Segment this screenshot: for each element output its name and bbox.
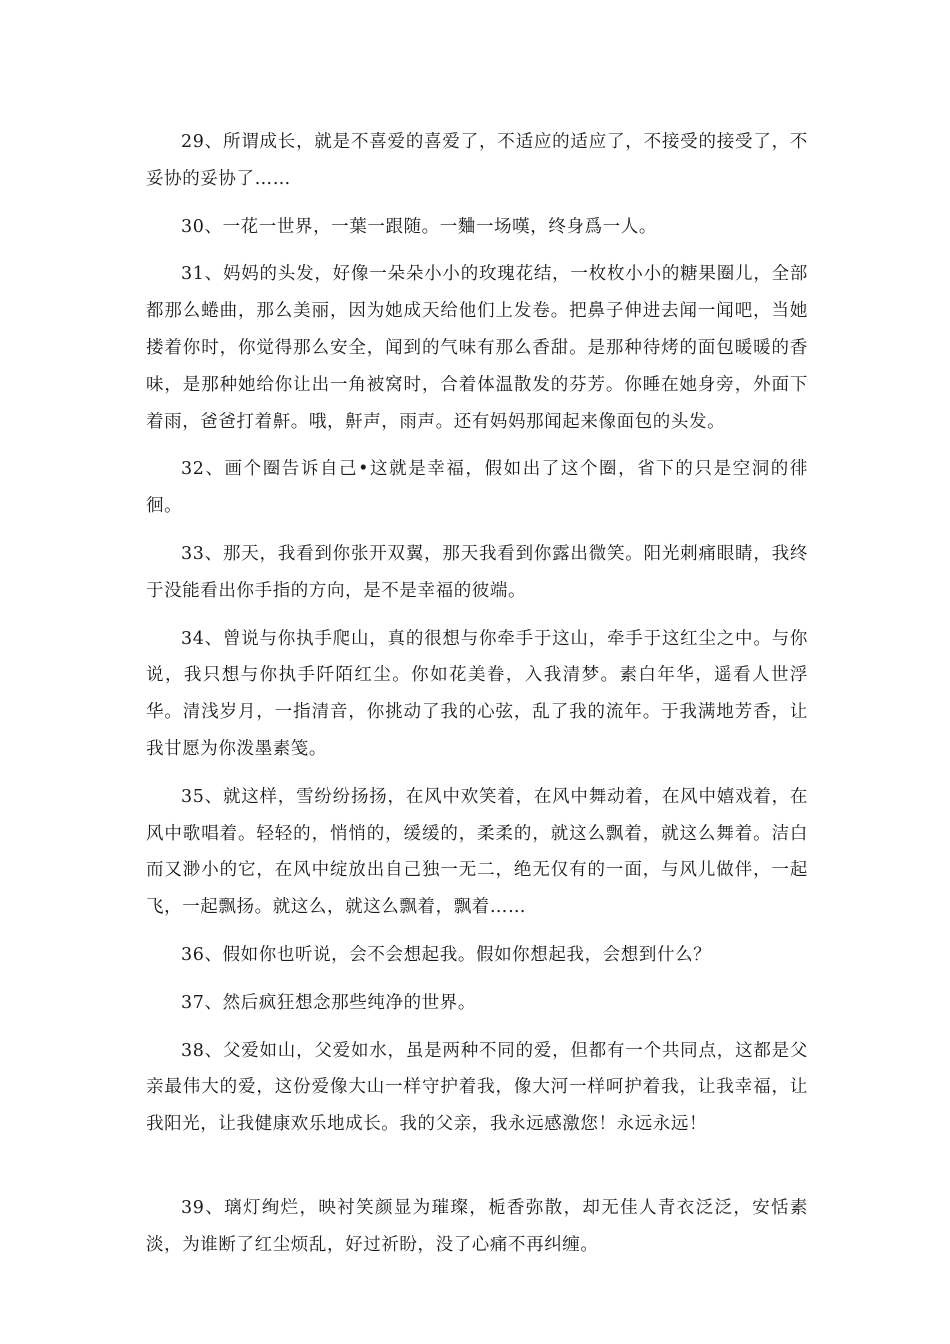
paragraph-34: 34、曾说与你执手爬山，真的很想与你牵手于这山，牵手于这红尘之中。与你说，我只想与你执手阡陌红尘。你如花美眷，入我清梦。素白年华，遥看人世浮华。清浅岁月，一指清音，你挑动了我的心弦，乱了我的流年。于我满地芳香，让我甘愿为你泼墨素笺。 (146, 628, 808, 759)
document-page (146, 124, 808, 1275)
paragraph-38: 38、父爱如山，父爱如水，虽是两种不同的爱，但都有一个共同点，这都是父亲最伟大的爱，这份爱像大山一样守护着我，像大河一样呵护着我，让我幸福，让我阳光，让我健康欢乐地成长。我的父亲，我永远感激您！永远永远！ (146, 1040, 808, 1135)
paragraph-33: 33、那天，我看到你张开双翼，那天我看到你露出微笑。阳光刺痛眼睛，我终于没能看出你手指的方向，是不是幸福的彼端。 (146, 543, 808, 601)
paragraph-39: 39、璃灯绚烂，映衬笑颜显为璀璨，栀香弥散，却无佳人青衣泛泛，安恬素淡，为谁断了红尘烦乱，好过祈盼，没了心痛不再纠缠。 (146, 1197, 808, 1255)
paragraph-30: 30、一花一世界，一葉一跟随。一麯一场嘆，终身爲一人。 (181, 216, 657, 237)
paragraph-31: 31、妈妈的头发，好像一朵朵小小的玫瑰花结，一枚枚小小的糖果圈儿，全部都那么蜷曲，那么美丽，因为她成天给他们上发卷。把鼻子伸进去闻一闻吧，当她搂着你时，你觉得那么安全，闻到的气味有那么香甜。是那种待烤的面包暖暖的香味，是那种她给你让出一角被窝时，合着体温散发的芬芳。你睡在她身旁，外面下着雨，爸爸打着鼾。哦，鼾声，雨声。还有妈妈那闻起来像面包的头发。 (146, 264, 808, 432)
paragraph-37: 37、然后疯狂想念那些纯净的世界。 (181, 992, 476, 1013)
paragraph-32: 32、画个圈告诉自己•这就是幸福，假如出了这个圈，省下的只是空洞的徘徊。 (146, 459, 808, 517)
paragraph-36: 36、假如你也听说，会不会想起我。假如你想起我，会想到什么？ (181, 944, 712, 965)
paragraph-35: 35、就这样，雪纷纷扬扬，在风中欢笑着，在风中舞动着，在风中嬉戏着，在风中歌唱着。轻轻的，悄悄的，缓缓的，柔柔的，就这么飘着，就这么舞着。洁白而又渺小的它，在风中绽放出自己独一无二，绝无仅有的一面，与风儿做伴，一起飞，一起飘扬。就这么，就这么飘着，飘着…… (146, 786, 808, 918)
paragraph-29: 29、所谓成长，就是不喜爱的喜爱了，不适应的适应了，不接受的接受了，不妥协的妥协了…… (146, 132, 808, 189)
